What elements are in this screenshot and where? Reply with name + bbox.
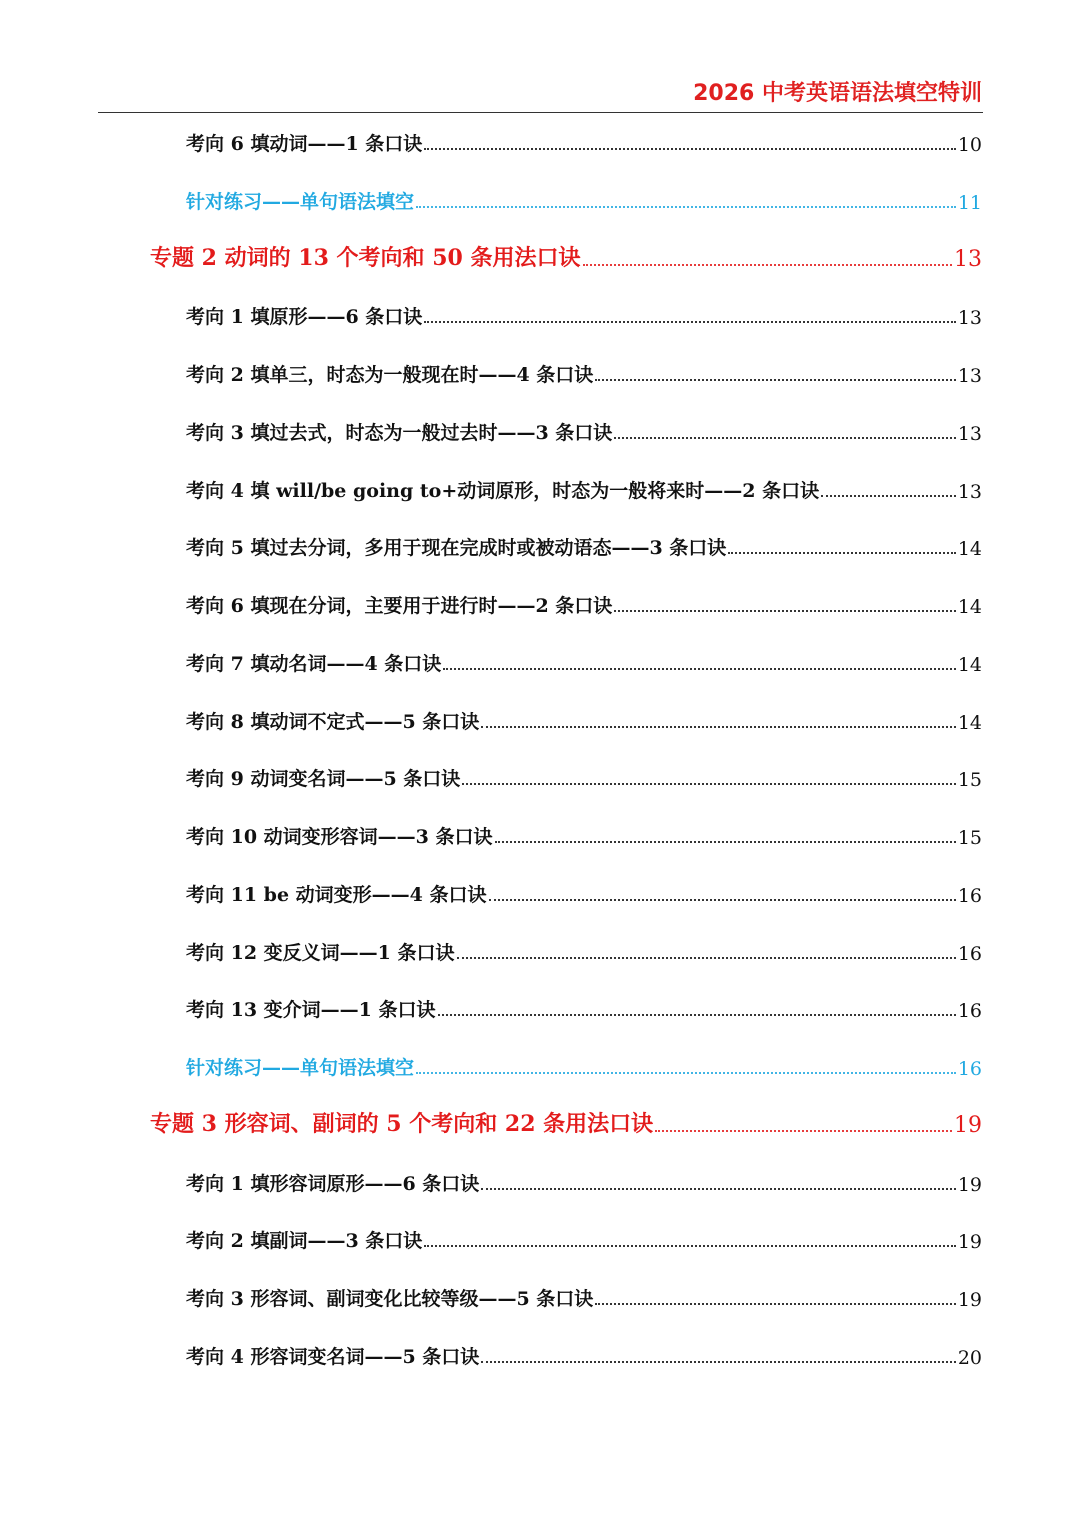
toc-entry-label: 考向 2 填单三，时态为一般现在时——4 条口诀 — [186, 364, 594, 386]
toc-entry-label: 考向 5 填过去分词，多用于现在完成时或被动语态——3 条口诀 — [186, 537, 727, 560]
header-rule — [98, 112, 983, 113]
toc-dot-leader — [424, 148, 956, 150]
toc-entry-label: 考向 2 填副词——3 条口诀 — [186, 1230, 423, 1253]
toc-entry-label: 考向 1 填原形——6 条口诀 — [186, 306, 423, 329]
toc-entry-page-number: 11 — [957, 191, 982, 214]
toc-dot-leader — [424, 321, 956, 323]
toc-entry-label: 针对练习——单句语法填空 — [186, 1057, 415, 1079]
toc-dot-leader — [462, 783, 956, 785]
toc-entry-page-number: 10 — [957, 134, 982, 156]
toc-entry-page-number: 16 — [957, 1000, 982, 1023]
toc-entry-label: 考向 6 填现在分词，主要用于进行时——2 条口诀 — [186, 595, 613, 617]
toc-entry-sub[interactable] — [186, 642, 982, 676]
toc-entry-page-number: 19 — [957, 1173, 982, 1196]
toc-entry-page-number: 13 — [954, 246, 982, 272]
toc-dot-leader — [595, 1303, 956, 1305]
toc-entry-page-number: 19 — [957, 1231, 982, 1254]
toc-entry-page-number: 15 — [957, 769, 982, 792]
toc-entry-page-number: 20 — [957, 1346, 982, 1369]
toc-entry-label: 考向 10 动词变形容词——3 条口诀 — [186, 826, 493, 848]
toc-entry-label: 考向 3 填过去式，时态为一般过去时——3 条口诀 — [186, 421, 613, 444]
toc-entry-sub[interactable] — [186, 873, 982, 907]
toc-dot-leader — [416, 1072, 956, 1074]
toc-entry-label: 考向 4 形容词变名词——5 条口诀 — [186, 1345, 480, 1368]
toc-entry-sub[interactable] — [186, 1162, 982, 1196]
toc-dot-leader — [821, 495, 956, 497]
toc-entry-page-number: 19 — [957, 1289, 982, 1311]
toc-entry-page-number: 14 — [957, 711, 982, 734]
toc-dot-leader — [495, 841, 956, 843]
toc-entry-page-number: 16 — [957, 942, 982, 965]
toc-entry-page-number: 16 — [957, 1058, 982, 1080]
toc-entry-page-number: 14 — [957, 596, 982, 618]
toc-entry-page-number: 19 — [954, 1112, 982, 1138]
toc-entry-page-number: 14 — [957, 538, 982, 561]
toc-entry-label: 考向 12 变反义词——1 条口诀 — [186, 941, 455, 964]
toc-entry-sub[interactable] — [186, 122, 982, 156]
toc-entry-label: 针对练习——单句语法填空 — [186, 190, 415, 213]
toc-entry-label: 考向 7 填动名词——4 条口诀 — [186, 652, 442, 675]
toc-entry-sub[interactable] — [186, 1277, 982, 1311]
toc-entry-page-number: 15 — [957, 827, 982, 849]
toc-entry-label: 考向 11 be 动词变形——4 条口诀 — [186, 883, 487, 906]
toc-entry-practice[interactable] — [186, 180, 982, 214]
toc-entry-sub[interactable] — [186, 700, 982, 734]
toc-entry-label: 考向 6 填动词——1 条口诀 — [186, 133, 423, 155]
toc-dot-leader — [416, 206, 956, 208]
toc-dot-leader — [481, 1361, 956, 1363]
toc-dot-leader — [583, 264, 953, 266]
toc-entry-sub[interactable] — [186, 411, 982, 445]
toc-entry-page-number: 16 — [957, 884, 982, 907]
toc-entry-page-number: 13 — [957, 422, 982, 445]
toc-entry-practice[interactable] — [186, 1046, 982, 1080]
toc-entry-topic[interactable] — [150, 238, 982, 272]
toc-dot-leader — [443, 668, 956, 670]
toc-entry-label: 考向 13 变介词——1 条口诀 — [186, 999, 436, 1022]
toc-entry-topic[interactable] — [150, 1104, 982, 1138]
toc-entry-sub[interactable] — [186, 469, 982, 503]
toc-entry-label: 考向 1 填形容词原形——6 条口诀 — [186, 1172, 480, 1195]
toc-dot-leader — [614, 437, 956, 439]
toc-entry-sub[interactable] — [186, 1219, 982, 1253]
toc-entry-page-number: 13 — [957, 365, 982, 387]
toc-dot-leader — [489, 899, 956, 901]
toc-entry-page-number: 13 — [957, 480, 982, 503]
toc-entry-page-number: 14 — [957, 653, 982, 676]
toc-dot-leader — [595, 379, 956, 381]
toc-dot-leader — [424, 1245, 956, 1247]
toc-entry-sub[interactable] — [186, 931, 982, 965]
toc-dot-leader — [438, 1014, 956, 1016]
toc-entry-sub[interactable] — [186, 526, 982, 560]
toc-entry-sub[interactable] — [186, 584, 982, 618]
toc-entry-label: 专题 2 动词的 13 个考向和 50 条用法口诀 — [150, 244, 581, 271]
toc-entry-label: 考向 4 填 will/be going to+动词原形，时态为一般将来时——2 条口诀 — [186, 479, 820, 502]
toc-entry-sub[interactable] — [186, 353, 982, 387]
toc-entry-sub[interactable] — [186, 815, 982, 849]
toc-entry-label: 考向 3 形容词、副词变化比较等级——5 条口诀 — [186, 1288, 594, 1310]
toc-entry-label: 专题 3 形容词、副词的 5 个考向和 22 条用法口诀 — [150, 1110, 654, 1137]
toc-dot-leader — [481, 1188, 956, 1190]
toc-dot-leader — [481, 726, 956, 728]
toc-entry-sub[interactable] — [186, 1335, 982, 1369]
toc-entry-sub[interactable] — [186, 757, 982, 791]
toc-dot-leader — [728, 552, 956, 554]
toc-entry-label: 考向 8 填动词不定式——5 条口诀 — [186, 710, 480, 733]
toc-dot-leader — [457, 957, 956, 959]
header-title: 2026 中考英语语法填空特训 — [693, 81, 982, 106]
toc-entry-sub[interactable] — [186, 295, 982, 329]
toc-dot-leader — [655, 1130, 952, 1132]
toc-entry-sub[interactable] — [186, 988, 982, 1022]
toc-entry-label: 考向 9 动词变名词——5 条口诀 — [186, 768, 461, 791]
toc-dot-leader — [614, 610, 956, 612]
toc-entry-page-number: 13 — [957, 307, 982, 330]
